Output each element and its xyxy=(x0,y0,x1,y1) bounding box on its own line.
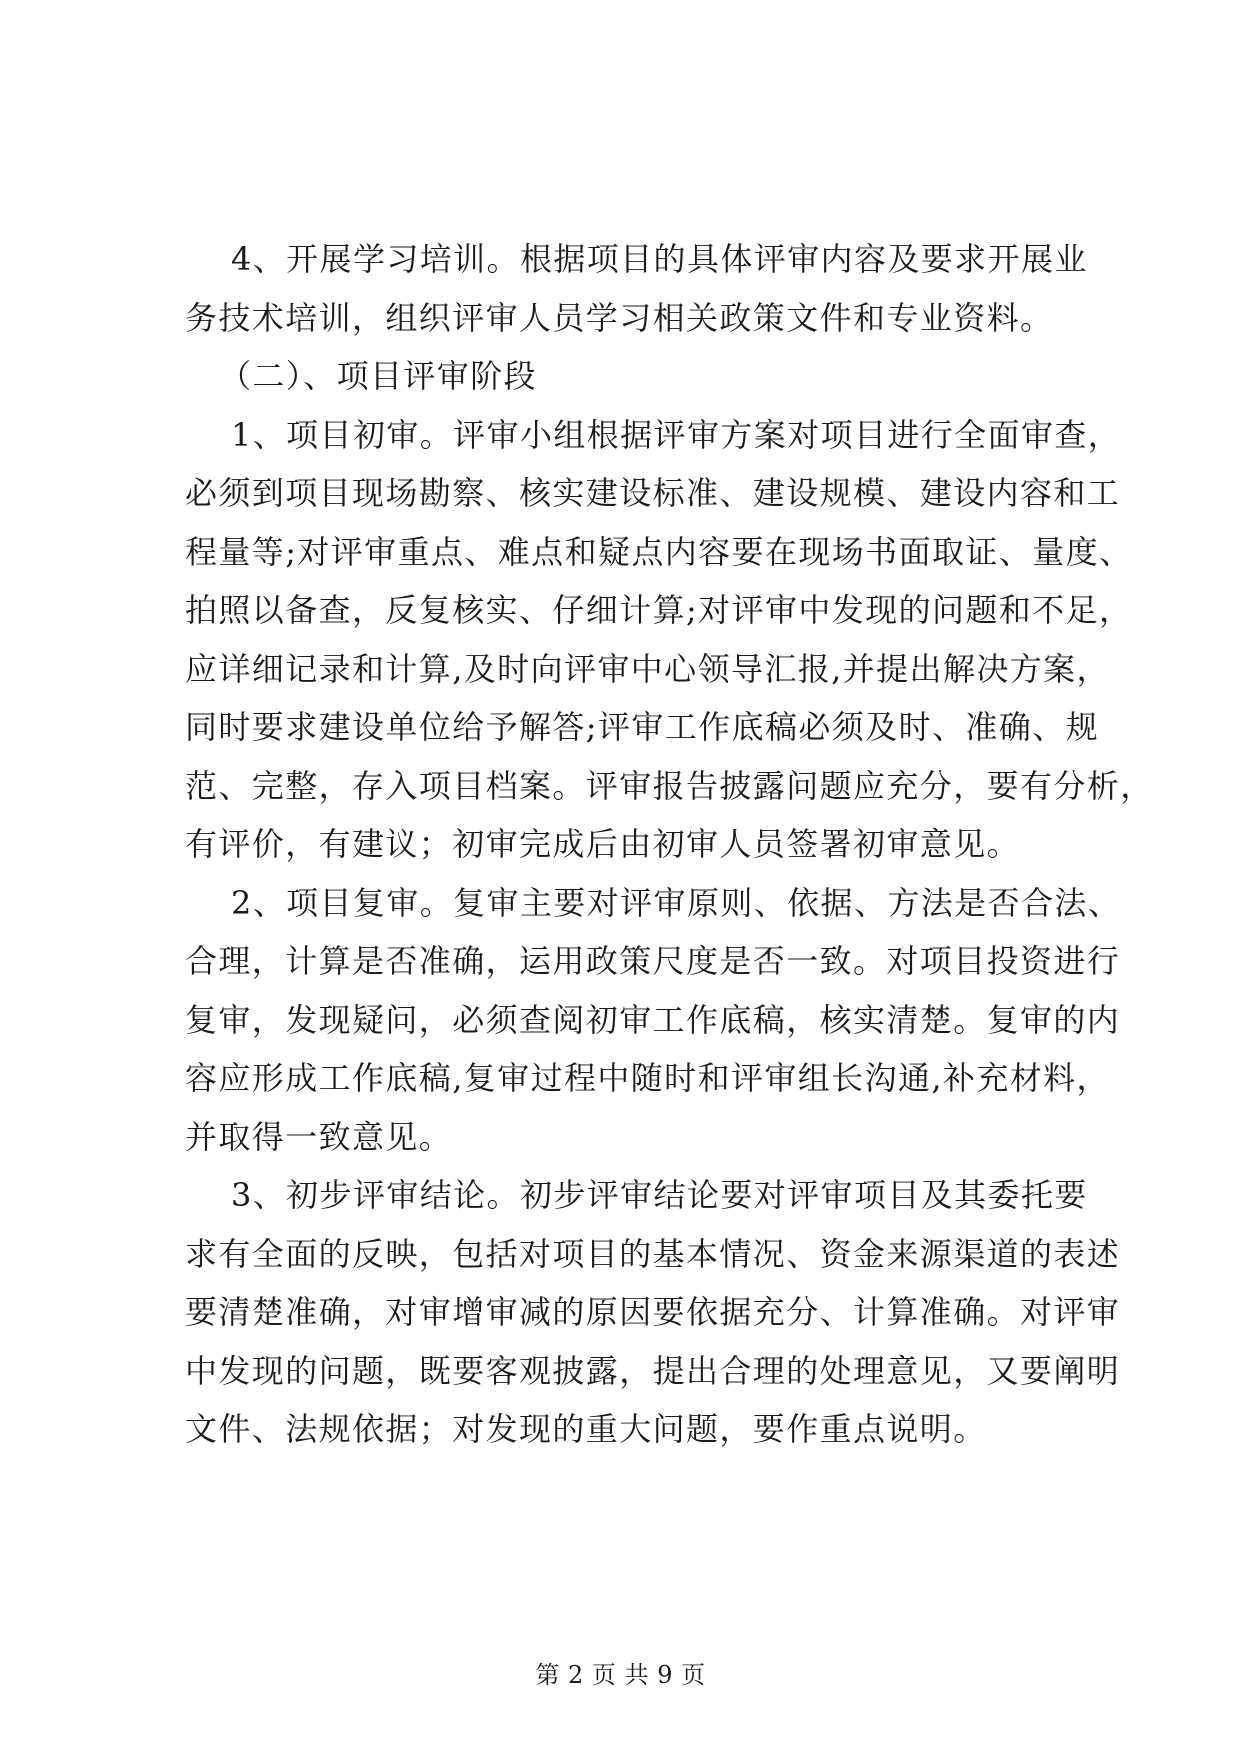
paragraph-item-4 xyxy=(185,230,1088,347)
text-line: 4、开展学习培训。根据项目的具体评审内容及要求开展业 xyxy=(231,240,1088,278)
text-line: 必须到项目现场勘察、核实建设标准、建设规模、建设内容和工 xyxy=(185,474,1121,512)
text-line: 容应形成工作底稿,复审过程中随时和评审组长沟通,补充材料， xyxy=(185,1059,1110,1097)
text-line: 3、初步评审结论。初步评审结论要对评审项目及其委托要 xyxy=(231,1176,1088,1214)
text-line: 复审，发现疑问，必须查阅初审工作底稿，核实清楚。复审的内 xyxy=(185,1000,1121,1039)
paragraph-item-1 xyxy=(185,406,1154,874)
document-body xyxy=(185,230,1154,1459)
text-line: 程量等;对评审重点、难点和疑点内容要在现场书面取证、量度、 xyxy=(185,532,1133,571)
text-line: 有评价，有建议；初审完成后由初审人员签署初审意见。 xyxy=(185,825,1021,863)
text-line: 同时要求建设单位给予解答;评审工作底稿必须及时、准确、规 xyxy=(185,708,1099,746)
text-line: 2、项目复审。复审主要对评审原则、依据、方法是否合法、 xyxy=(231,883,1122,922)
text-line: 务技术培训，组织评审人员学习相关政策文件和专业资料。 xyxy=(185,298,1054,337)
text-line: 应详细记录和计算,及时向评审中心领导汇报,并提出解决方案， xyxy=(185,649,1110,688)
text-line: 1、项目初审。评审小组根据评审方案对项目进行全面审查， xyxy=(231,415,1122,454)
text-line: 拍照以备查，反复核实、仔细计算;对评审中发现的问题和不足， xyxy=(185,591,1133,629)
page-footer xyxy=(0,1660,1241,1690)
paragraph-item-2 xyxy=(185,874,1122,1167)
section-heading xyxy=(185,347,1080,406)
section-heading-text: （二）、项目评审阶段 xyxy=(219,357,538,395)
paragraph-item-3 xyxy=(185,1166,1121,1459)
text-line: 求有全面的反映，包括对项目的基本情况、资金来源渠道的表述 xyxy=(185,1234,1121,1273)
text-line: 并取得一致意见。 xyxy=(185,1117,453,1156)
text-line: 中发现的问题，既要客观披露，提出合理的处理意见，又要阐明 xyxy=(185,1351,1121,1390)
page-number-label: 第 2 页 共 9 页 xyxy=(535,1661,706,1689)
text-line: 要清楚准确，对审增审减的原因要依据充分、计算准确。对评审 xyxy=(185,1293,1121,1331)
text-line: 范、完整，存入项目档案。评审报告披露问题应充分，要有分析， xyxy=(185,766,1154,805)
text-line: 合理，计算是否准确，运用政策尺度是否一致。对项目投资进行 xyxy=(185,942,1121,980)
text-line: 文件、法规依据；对发现的重大问题，要作重点说明。 xyxy=(185,1410,987,1448)
